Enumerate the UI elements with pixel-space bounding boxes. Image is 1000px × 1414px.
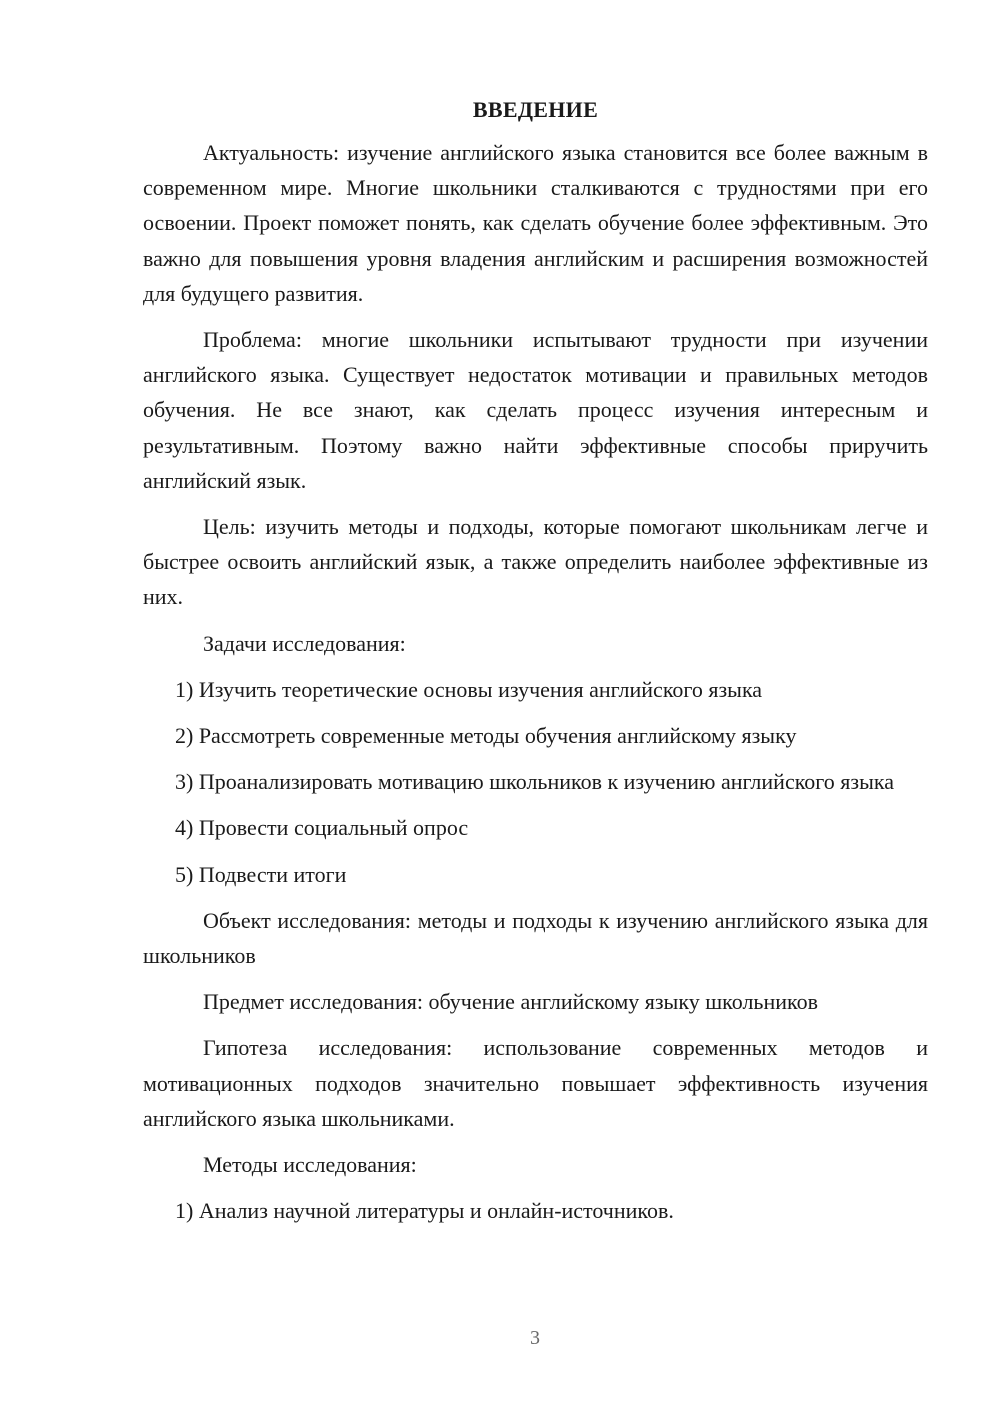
paragraph-problem: Проблема: многие школьники испытывают трудности при изучении английского языка. Существует недостаток мотивации и правильных методов обучения. Не все знают, как сделать процесс изучения интересным и результативным. Поэтому важно найти эффективные способы приручить английский язык. [143,327,928,493]
paragraph-object: Объект исследования: методы и подходы к изучению английского языка для школьников [143,907,928,969]
method-item-1: 1) Анализ научной литературы и онлайн-источников. [175,1198,674,1224]
task-item-4: 4) Провести социальный опрос [175,815,469,841]
paragraph-goal: Цель: изучить методы и подходы, которые помогают школьникам легче и быстрее освоить английский язык, а также определить наиболее эффективные из них. [143,514,928,610]
paragraph-methods-heading: Методы исследования: [203,1152,417,1178]
task-item-3: 3) Проанализировать мотивацию школьников к изучению английского языка [175,769,894,795]
paragraph-relevance: Актуальность: изучение английского языка становится все более важным в современном мире. Многие школьники сталкиваются с трудностями при его освоении. Проект поможет понять, как сделать обучение более эффективным. Это важно для повышения уровня владения английским и расширения возможностей для будущего развития. [143,140,928,306]
page-number: 3 [530,1327,540,1349]
task-item-5: 5) Подвести итоги [175,861,347,887]
document-page [143,92,928,1239]
paragraph-hypothesis: Гипотеза исследования: использование современных методов и мотивационных подходов значительно повышает эффективность изучения английского языка школьниками. [143,1035,928,1131]
task-item-2: 2) Рассмотреть современные методы обучения английскому языку [175,723,797,749]
task-item-1: 1) Изучить теоретические основы изучения английского языка [175,676,763,702]
paragraph-tasks-heading: Задачи исследования: [203,630,406,656]
section-title: ВВЕДЕНИЕ [472,97,599,122]
paragraph-subject: Предмет исследования: обучение английскому языку школьников [203,989,818,1015]
